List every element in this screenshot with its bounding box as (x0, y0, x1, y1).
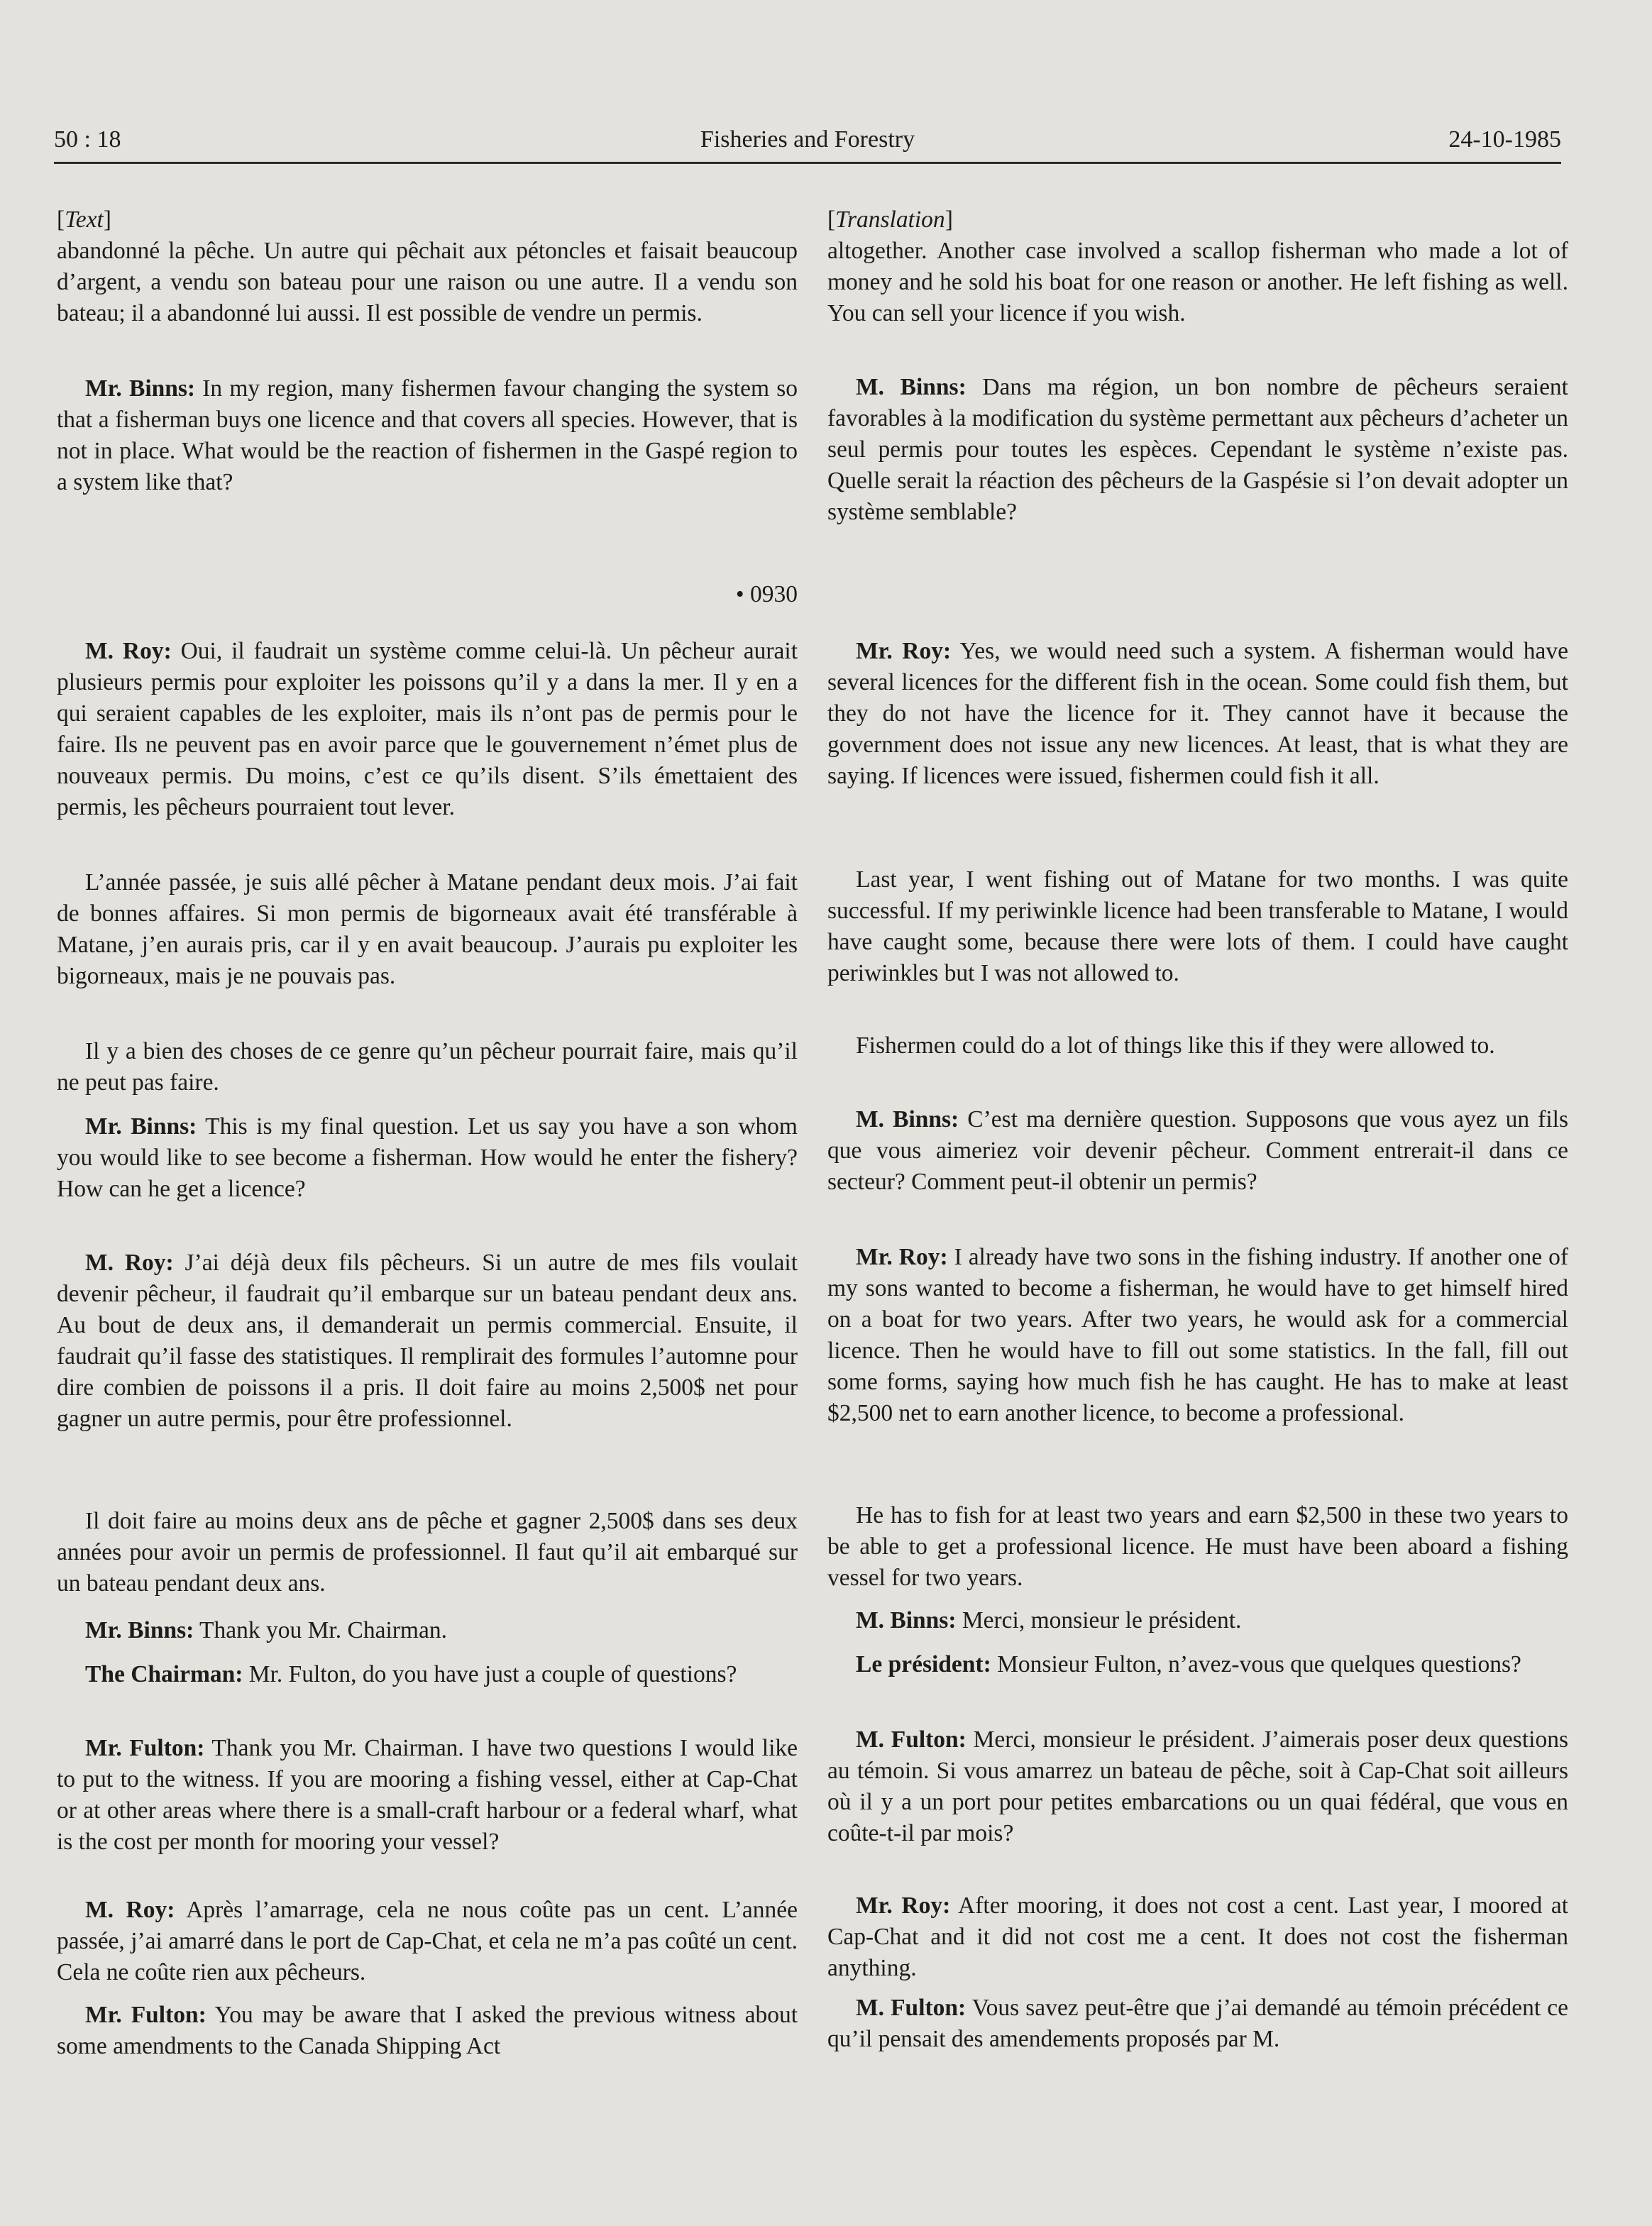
speaker-name: M. Binns: (856, 1106, 959, 1133)
page-date: 24-10-1985 (1448, 126, 1561, 153)
speech-text: Thank you Mr. Chairman. I have two questions I would like to put to the witness. If you are mooring a fishing vessel, either at Cap-Chat or at other areas where there is a small-craft harbour or a federal wharf, what is the cost per month for mooring your vessel? (57, 1735, 798, 1855)
left-paragraph-4: L’année passée, je suis allé pêcher à Matane pendant deux mois. J’ai fait de bonnes affaires. Si mon permis de bigorneaux avait été transférable à Matane, j’en aurais pris, car il y en avait beaucoup. J’aurais pu exploiter les bigorneaux, mais je ne pouvais pas. (57, 869, 798, 989)
right-paragraph-8: He has to fish for at least two years and earn $2,500 in these two years to be able to get a professional licence. He must have been aboard a fishing vessel for two years. (827, 1502, 1568, 1591)
page-number: 50 : 18 (54, 126, 121, 153)
speaker-name: The Chairman: (85, 1661, 243, 1687)
left-paragraph-1: abandonné la pêche. Un autre qui pêchait aux pétoncles et faisait beaucoup d’argent, a vendu son bateau pour une raison ou une autre. Il a vendu son bateau; il a abandonné lui aussi. Il est possible de vendre un permis. (57, 238, 798, 326)
header-rule (54, 162, 1561, 164)
speaker-name: Mr. Fulton: (85, 1735, 205, 1761)
speaker-name: Mr. Roy: (856, 1892, 951, 1919)
left-paragraph-10 (57, 1659, 798, 1690)
speaker-name: Le président: (856, 1651, 991, 1677)
left-paragraph-5: Il y a bien des choses de ce genre qu’un pêcheur pourrait faire, mais qu’il ne peut pas faire. (57, 1038, 798, 1096)
left-paragraph-9 (57, 1615, 798, 1646)
speech-text: I already have two sons in the fishing industry. If another one of my sons wanted to become a fisherman, he would have to get himself hired on a boat for two years. After two years, he would ask for a commercial licence. Then he would have to fill out some statistics. In the fall, fill out some forms, saying how much fish he has caught. He has to make at least $2,500 net to earn another licence, to become a professional. (827, 1244, 1569, 1426)
speaker-name: M. Roy: (85, 1897, 175, 1923)
left-paragraph-3 (57, 636, 798, 823)
speaker-name: Mr. Binns: (85, 375, 196, 402)
speech-text: Dans ma région, un bon nombre de pêcheurs seraient favorables à la modification du système permettant aux pêcheurs d’acheter un seul permis pour toutes les espèces. Cependant le système n’existe pas. Quelle serait la réaction des pêcheurs de la Gaspésie si l’on devait adopter un système semblable? (827, 374, 1568, 525)
right-paragraph-11 (827, 1724, 1568, 1849)
right-paragraph-3 (827, 636, 1568, 792)
left-paragraph-12 (57, 1895, 798, 1988)
speech-text: Vous savez peut-être que j’ai demandé au témoin précédent ce qu’il pensait des amendements proposés par M. (827, 1995, 1568, 2052)
right-paragraph-5: Fishermen could do a lot of things like this if they were allowed to. (856, 1032, 1495, 1059)
left-paragraph-7 (57, 1247, 798, 1435)
speaker-name: M. Fulton: (856, 1726, 967, 1753)
right-paragraph-13 (827, 1993, 1568, 2055)
speaker-name: M. Roy: (85, 638, 172, 664)
time-marker: • 0930 (735, 581, 798, 607)
right-paragraph-12 (827, 1890, 1568, 1984)
right-paragraph-7 (827, 1242, 1568, 1429)
right-paragraph-2 (827, 372, 1568, 528)
speaker-name: Mr. Binns: (85, 1617, 194, 1643)
speaker-name: M. Binns: (856, 374, 967, 400)
right-paragraph-10 (827, 1649, 1568, 1680)
right-language-tag: [Translation] (827, 206, 953, 233)
speech-text: Monsieur Fulton, n’avez-vous que quelques questions? (991, 1651, 1521, 1677)
left-paragraph-8: Il doit faire au moins deux ans de pêche et gagner 2,500$ dans ses deux années pour avoir un permis de professionnel. Il faut qu’il ait embarqué sur un bateau pendant deux ans. (57, 1508, 798, 1597)
speaker-name: Mr. Binns: (85, 1113, 197, 1140)
page-title: Fisheries and Forestry (700, 126, 915, 153)
right-paragraph-4: Last year, I went fishing out of Matane for two months. I was quite successful. If my periwinkle licence had been transferable to Matane, I would have caught some, because there were lots of them. I could have caught periwinkles but I was not allowed to. (827, 866, 1568, 986)
speech-text: C’est ma dernière question. Supposons que vous ayez un fils que vous aimeriez voir devenir pêcheur. Comment entrerait-il dans ce secteur? Comment peut-il obtenir un permis? (827, 1106, 1568, 1195)
speech-text: In my region, many fishermen favour changing the system so that a fisherman buys one licence and that covers all species. However, that is not in place. What would be the reaction of fishermen in the Gaspé region to a system like that? (57, 375, 798, 495)
left-paragraph-2 (57, 373, 798, 498)
speaker-name: M. Binns: (856, 1607, 957, 1633)
left-language-tag: [Text] (57, 206, 111, 233)
right-tag-text: Translation (835, 206, 945, 233)
speech-text: Merci, monsieur le président. J’aimerais poser deux questions au témoin. Si vous amarrez un bateau de pêche, soit à Cap-Chat soit ailleurs où il y a un port pour petites embarcations ou un quai fédéral, que vous en coûte-t-il par mois? (827, 1726, 1568, 1846)
page-header (54, 126, 1561, 162)
right-paragraph-6 (827, 1104, 1568, 1198)
left-paragraph-11 (57, 1733, 798, 1858)
speech-text: After mooring, it does not cost a cent. Last year, I moored at Cap-Chat and it did not cost me a cent. It does not cost the fisherman anything. (827, 1892, 1568, 1981)
speech-text: Mr. Fulton, do you have just a couple of questions? (243, 1661, 737, 1687)
speaker-name: Mr. Roy: (856, 1244, 948, 1270)
speaker-name: M. Fulton: (856, 1995, 967, 2021)
speech-text: Après l’amarrage, cela ne nous coûte pas un cent. L’année passée, j’ai amarré dans le port de Cap-Chat, et cela ne m’a pas coûté un cent. Cela ne coûte rien aux pêcheurs. (57, 1897, 798, 1985)
speech-text: This is my final question. Let us say you have a son whom you would like to see become a fisherman. How would he enter the fishery? How can he get a licence? (57, 1113, 798, 1202)
speech-text: Yes, we would need such a system. A fisherman would have several licences for the different fish in the ocean. Some could fish them, but they do not have the licence for it. They cannot have it because the government does not issue any new licences. At least, that is what they are saying. If licences were issued, fishermen could fish it all. (827, 638, 1568, 789)
right-paragraph-1: altogether. Another case involved a scallop fisherman who made a lot of money and he sold his boat for one reason or another. He left fishing as well. You can sell your licence if you wish. (827, 238, 1568, 326)
speech-text: J’ai déjà deux fils pêcheurs. Si un autre de mes fils voulait devenir pêcheur, il faudrait qu’il embarque sur un bateau pendant deux ans. Au bout de deux ans, il demanderait un permis commercial. Ensuite, il faudrait qu’il fasse des statistiques. Il remplirait des formules l’automne pour dire combien de poissons il a pris. Il doit faire au moins 2,500$ net pour gagner un autre permis, pour être professionnel. (57, 1250, 798, 1432)
speech-text: Merci, monsieur le président. (956, 1607, 1242, 1633)
speech-text: Oui, il faudrait un système comme celui-là. Un pêcheur aurait plusieurs permis pour exploiter les poissons qu’il y a dans la mer. Il y en a qui seraient capables de les exploiter, mais ils n’ont pas de permis pour le faire. Ils ne peuvent pas en avoir parce que le gouvernement n’émet plus de nouveaux permis. Du moins, c’est ce qu’ils disent. S’ils émettaient des permis, les pêcheurs pourraient tout lever. (57, 638, 798, 820)
left-tag-text: Text (65, 206, 104, 233)
speaker-name: Mr. Fulton: (85, 2002, 206, 2028)
speech-text: Thank you Mr. Chairman. (194, 1617, 447, 1643)
speech-text: You may be aware that I asked the previous witness about some amendments to the Canada Shipping Act (57, 2002, 798, 2059)
speaker-name: M. Roy: (85, 1250, 174, 1276)
speaker-name: Mr. Roy: (856, 638, 952, 664)
left-paragraph-13 (57, 2000, 798, 2062)
right-paragraph-9 (827, 1605, 1568, 1636)
left-paragraph-6 (57, 1111, 798, 1205)
